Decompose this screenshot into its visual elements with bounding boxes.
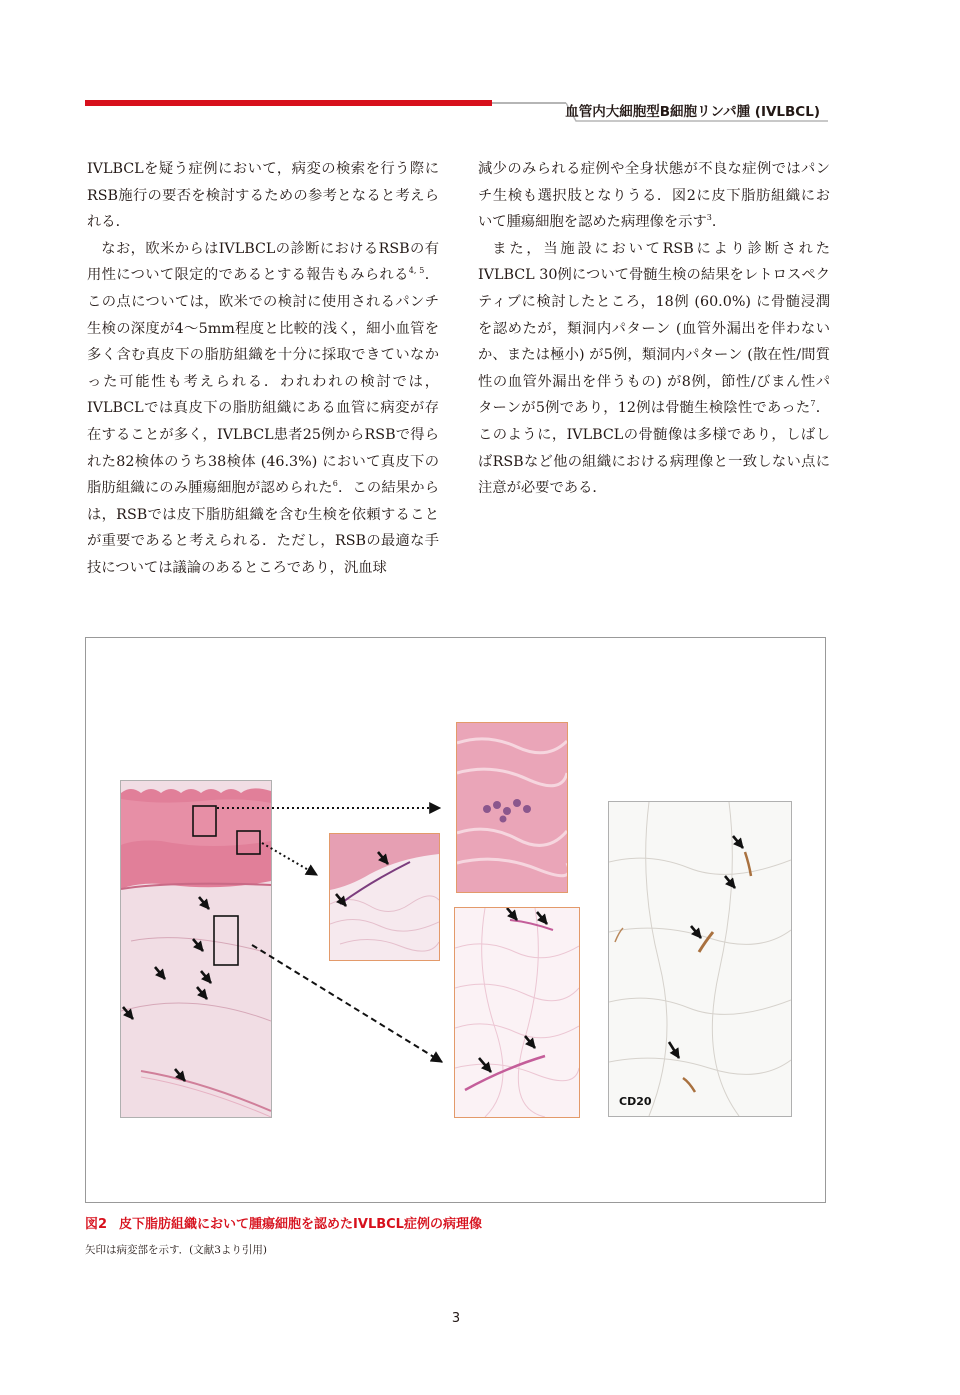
reference-mark[interactable]: 7	[810, 399, 816, 409]
paragraph: 減少のみられる症例や全身状態が不良な症例ではパンチ生検も選択肢となりうる．図2に皮下脂肪組織において腫瘍細胞を認めた病理像を示す$^3$．	[478, 161, 830, 231]
running-header	[566, 96, 828, 122]
paragraph: また，当施設においてRSBにより診断されたIVLBCL 30例について骨髄生検の結果をレトロスペクティブに検討したところ，18例 (60.0%) に骨髄浸潤を認めたが，類洞内パターン (血管外漏出を伴わないか、または極小) が5例，類洞内パターン (散在性/間質性の血管外漏出を伴うもの) が8例，節性/びまん性パターンが5例であり，12例は骨髄生検陰性であった$^7$．このように，IVLBCLの骨髄像は多様であり，しばしばRSBなど他の組織における病理像と一致しない点に注意が必要である．	[478, 240, 831, 497]
reference-mark[interactable]: 6	[332, 479, 338, 489]
figure-title: 皮下脂肪組織において腫瘍細胞を認めたIVLBCL症例の病理像	[119, 1217, 482, 1232]
paragraph: IVLBCLを疑う症例において，病変の検索を行う際にRSB施行の要否を検討するための参考となると考えられる．	[87, 161, 439, 231]
histology-panel-dermis-junction	[329, 833, 440, 961]
header-rule	[492, 102, 566, 104]
stain-label: CD20	[619, 1095, 652, 1108]
header-accent-bar	[85, 100, 492, 106]
figure-number: 図2	[85, 1217, 108, 1232]
figure-note: 矢印は病変部を示す．(文献3より引用)	[85, 1244, 268, 1256]
page-number: 3	[451, 1311, 461, 1326]
histology-panel-subcutaneous-fat	[454, 907, 580, 1118]
histology-panel-cd20	[608, 801, 792, 1117]
histology-panel-overview	[120, 780, 272, 1118]
figure-caption	[85, 1213, 482, 1232]
reference-mark[interactable]: 4, 5	[408, 266, 425, 276]
text-column-left	[87, 156, 439, 582]
paragraph: なお，欧米からはIVLBCLの診断におけるRSBの有用性について限定的であるとする報告もみられる$^{4, 5}$．この点については，欧米での検討に使用されるパンチ生検の深度が4～5mm程度と比較的浅く，細小血管を多く含む真皮下の脂肪組織を十分に採取できていなかった可能性も考えられる．われわれの検討では，IVLBCLでは真皮下の脂肪組織にある血管に病変が存在することが多く，IVLBCL患者25例からRSBで得られた82検体のうち38検体 (46.3%) において真皮下の脂肪組織にのみ腫瘍細胞が認められた$^6$．この結果からは，RSBでは皮下脂肪組織を含む生検を依頼することが重要であると考えられる．ただし，RSBの最適な手技については議論のあるところであり，汎血球	[87, 240, 440, 576]
reference-mark[interactable]: 3	[706, 213, 712, 223]
running-title: 血管内大細胞型B細胞リンパ腫 (IVLBCL)	[565, 104, 820, 120]
text-column-right	[478, 156, 830, 502]
histology-panel-dermis-vessel	[456, 722, 568, 893]
